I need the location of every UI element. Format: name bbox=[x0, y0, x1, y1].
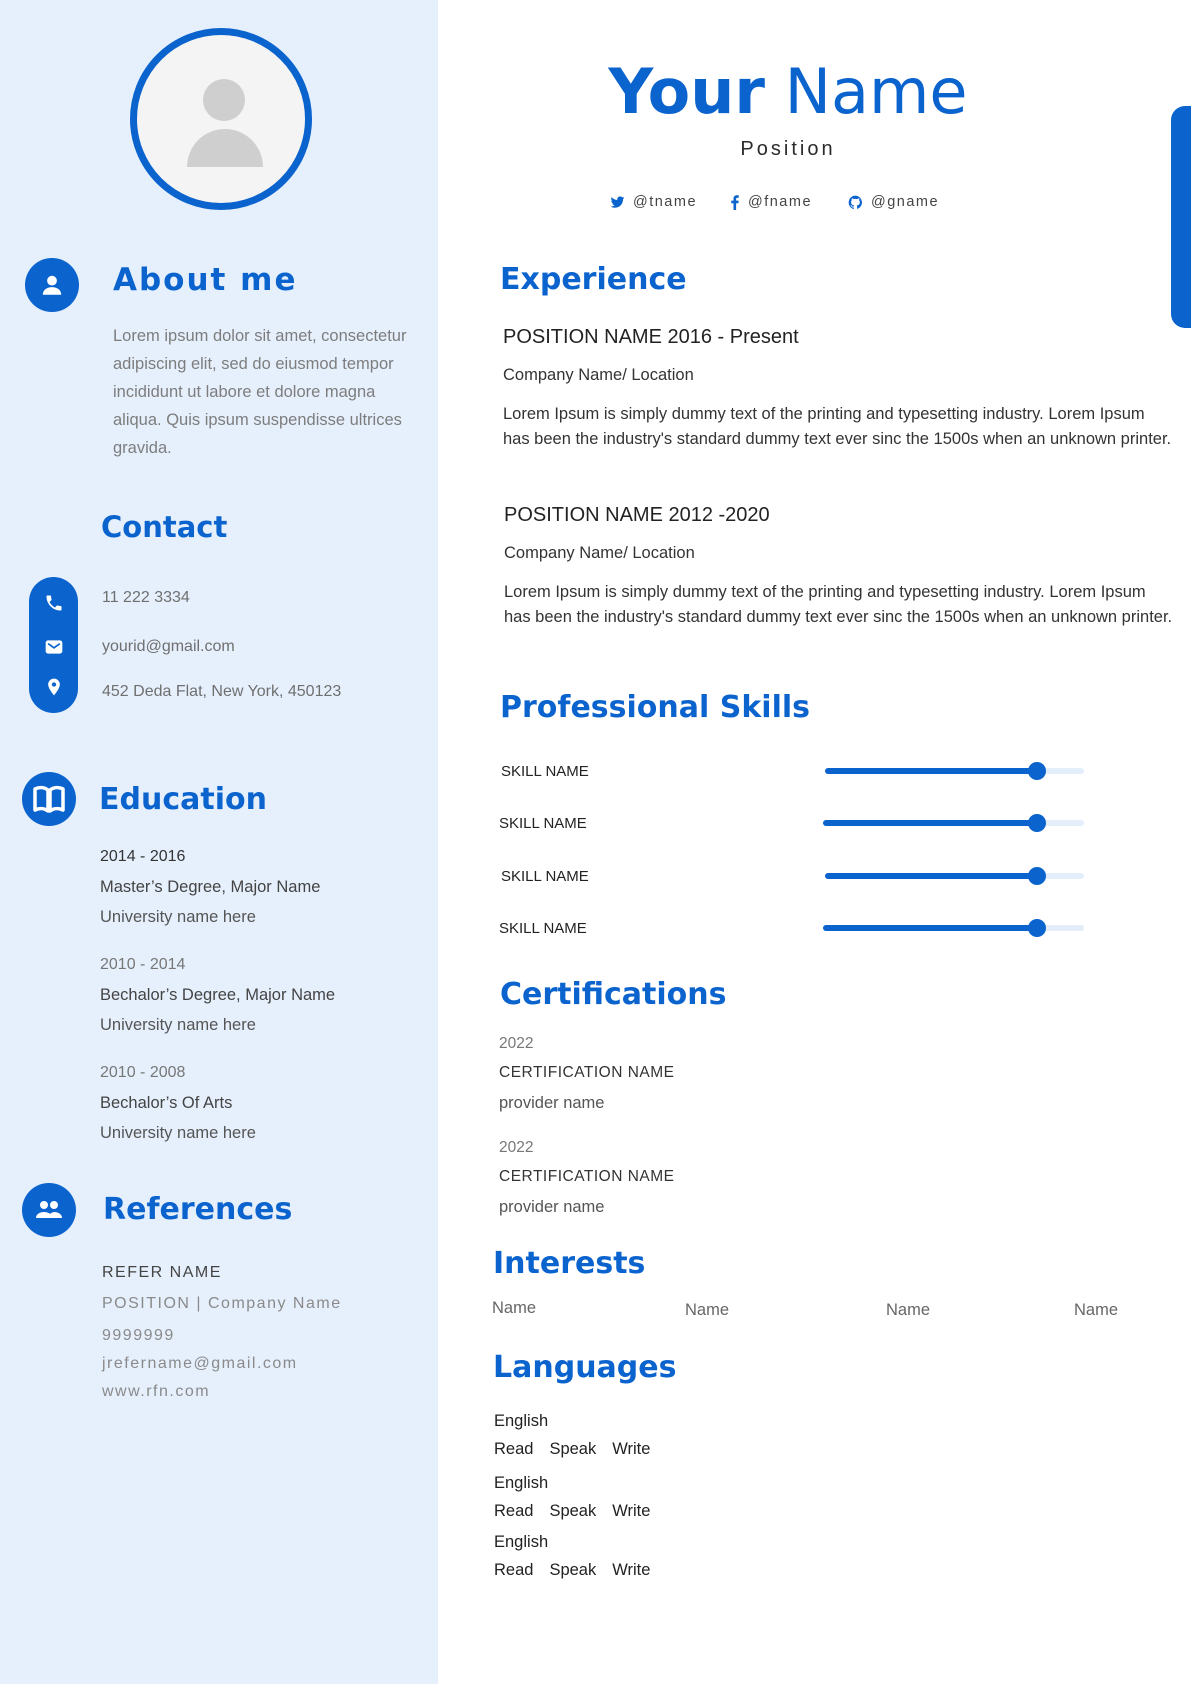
avatar-head-icon bbox=[203, 79, 245, 121]
skill-fill bbox=[823, 925, 1037, 931]
skill-track bbox=[823, 820, 1084, 826]
phone-icon bbox=[44, 593, 64, 613]
education-school: University name here bbox=[100, 1124, 256, 1142]
skill-fill bbox=[825, 873, 1037, 879]
skill-track bbox=[823, 925, 1084, 931]
education-school: University name here bbox=[100, 908, 256, 926]
reference-web[interactable]: www.rfn.com bbox=[102, 1383, 211, 1400]
sidebar bbox=[0, 0, 438, 1684]
skill-knob[interactable] bbox=[1028, 919, 1046, 937]
contact-icon-pill bbox=[29, 577, 78, 713]
avatar bbox=[130, 28, 312, 210]
skill-fill bbox=[823, 820, 1037, 826]
certification-provider: provider name bbox=[499, 1094, 605, 1112]
skill-name: SKILL NAME bbox=[501, 868, 589, 885]
education-degree: Bechalor’s Degree, Major Name bbox=[100, 986, 336, 1004]
about-title: About me bbox=[113, 262, 298, 298]
accent-bar bbox=[1171, 106, 1191, 328]
reference-name: REFER NAME bbox=[102, 1264, 222, 1281]
skill-knob[interactable] bbox=[1028, 814, 1046, 832]
education-degree: Master’s Degree, Major Name bbox=[100, 878, 321, 896]
interests-title: Interests bbox=[493, 1246, 646, 1281]
language-skills bbox=[494, 1502, 666, 1521]
language-skill: Write bbox=[612, 1440, 651, 1458]
user-icon bbox=[25, 258, 79, 312]
avatar-body-icon bbox=[187, 129, 263, 167]
language-skill: Write bbox=[612, 1561, 651, 1579]
certification-name: CERTIFICATION NAME bbox=[499, 1168, 675, 1185]
language-name: English bbox=[494, 1412, 549, 1430]
social-github[interactable] bbox=[848, 194, 939, 210]
certification-provider: provider name bbox=[499, 1198, 605, 1216]
education-years: 2010 - 2008 bbox=[100, 1064, 186, 1081]
last-name: Name bbox=[784, 55, 968, 128]
github-handle: @gname bbox=[871, 194, 940, 210]
facebook-handle: @fname bbox=[748, 194, 813, 210]
experience-company: Company Name/ Location bbox=[503, 366, 694, 384]
experience-company: Company Name/ Location bbox=[504, 544, 695, 562]
certification-name: CERTIFICATION NAME bbox=[499, 1064, 675, 1081]
social-facebook[interactable] bbox=[730, 194, 812, 210]
language-name: English bbox=[494, 1474, 549, 1492]
skill-name: SKILL NAME bbox=[499, 920, 587, 937]
education-school: University name here bbox=[100, 1016, 256, 1034]
reference-phone: 9999999 bbox=[102, 1327, 175, 1344]
certification-year: 2022 bbox=[499, 1139, 534, 1156]
skills-title: Professional Skills bbox=[500, 690, 810, 725]
experience-position: POSITION NAME 2016 - Present bbox=[503, 326, 799, 348]
language-skill: Speak bbox=[549, 1561, 597, 1579]
interest-item: Name bbox=[685, 1301, 730, 1319]
experience-position: POSITION NAME 2012 -2020 bbox=[504, 504, 770, 526]
mail-icon bbox=[44, 637, 64, 657]
github-icon bbox=[848, 195, 863, 210]
page-title bbox=[438, 55, 1138, 128]
position-title: Position bbox=[740, 138, 836, 160]
contact-address: 452 Deda Flat, New York, 450123 bbox=[102, 683, 342, 700]
education-years: 2010 - 2014 bbox=[100, 956, 186, 973]
references-title: References bbox=[103, 1192, 293, 1227]
education-years: 2014 - 2016 bbox=[100, 848, 186, 865]
book-icon bbox=[22, 772, 76, 826]
language-skill: Speak bbox=[549, 1440, 597, 1458]
experience-title: Experience bbox=[500, 262, 687, 297]
skill-knob[interactable] bbox=[1028, 867, 1046, 885]
languages-title: Languages bbox=[493, 1350, 677, 1385]
skill-fill bbox=[825, 768, 1037, 774]
contact-title: Contact bbox=[101, 510, 228, 544]
skill-knob[interactable] bbox=[1028, 762, 1046, 780]
experience-description: Lorem Ipsum is simply dummy text of the printing and typesetting industry. Lorem Ipsum has been the industry's standard dummy text ever sinc the 1500s when an unknown printer. bbox=[504, 583, 1173, 626]
skill-track bbox=[825, 873, 1084, 879]
interest-item: Name bbox=[886, 1301, 931, 1319]
reference-email[interactable]: jrefername@gmail.com bbox=[102, 1355, 298, 1372]
language-skill: Read bbox=[494, 1561, 534, 1579]
language-skills bbox=[494, 1440, 666, 1459]
language-skill: Read bbox=[494, 1440, 534, 1458]
language-skills bbox=[494, 1561, 666, 1580]
group-icon bbox=[22, 1183, 76, 1237]
reference-position: POSITION | Company Name bbox=[102, 1295, 342, 1312]
experience-description: Lorem Ipsum is simply dummy text of the printing and typesetting industry. Lorem Ipsum has been the industry's standard dummy text ever sinc the 1500s when an unknown printer. bbox=[503, 405, 1172, 448]
certification-year: 2022 bbox=[499, 1035, 534, 1052]
language-skill: Write bbox=[612, 1502, 651, 1520]
education-degree: Bechalor’s Of Arts bbox=[100, 1094, 233, 1112]
certifications-title: Certifications bbox=[500, 977, 727, 1012]
first-name: Your bbox=[608, 55, 765, 128]
skill-name: SKILL NAME bbox=[501, 763, 589, 780]
language-skill: Speak bbox=[549, 1502, 597, 1520]
facebook-icon bbox=[730, 195, 740, 210]
language-name: English bbox=[494, 1533, 549, 1551]
twitter-handle: @tname bbox=[633, 194, 698, 210]
social-twitter[interactable] bbox=[610, 194, 697, 210]
twitter-icon bbox=[610, 196, 625, 209]
language-skill: Read bbox=[494, 1502, 534, 1520]
location-icon bbox=[44, 677, 64, 697]
contact-phone: 11 222 3334 bbox=[102, 589, 190, 606]
contact-email[interactable]: yourid@gmail.com bbox=[102, 638, 235, 655]
interest-item: Name bbox=[492, 1299, 537, 1317]
about-text: Lorem ipsum dolor sit amet, consectetur adipiscing elit, sed do eiusmod tempor incididunt ut labore et dolore magna aliqua. Quis ipsum suspendisse ultrices gravida. bbox=[113, 327, 407, 457]
interest-item: Name bbox=[1074, 1301, 1119, 1319]
education-title: Education bbox=[99, 782, 267, 817]
skill-track bbox=[825, 768, 1084, 774]
skill-name: SKILL NAME bbox=[499, 815, 587, 832]
